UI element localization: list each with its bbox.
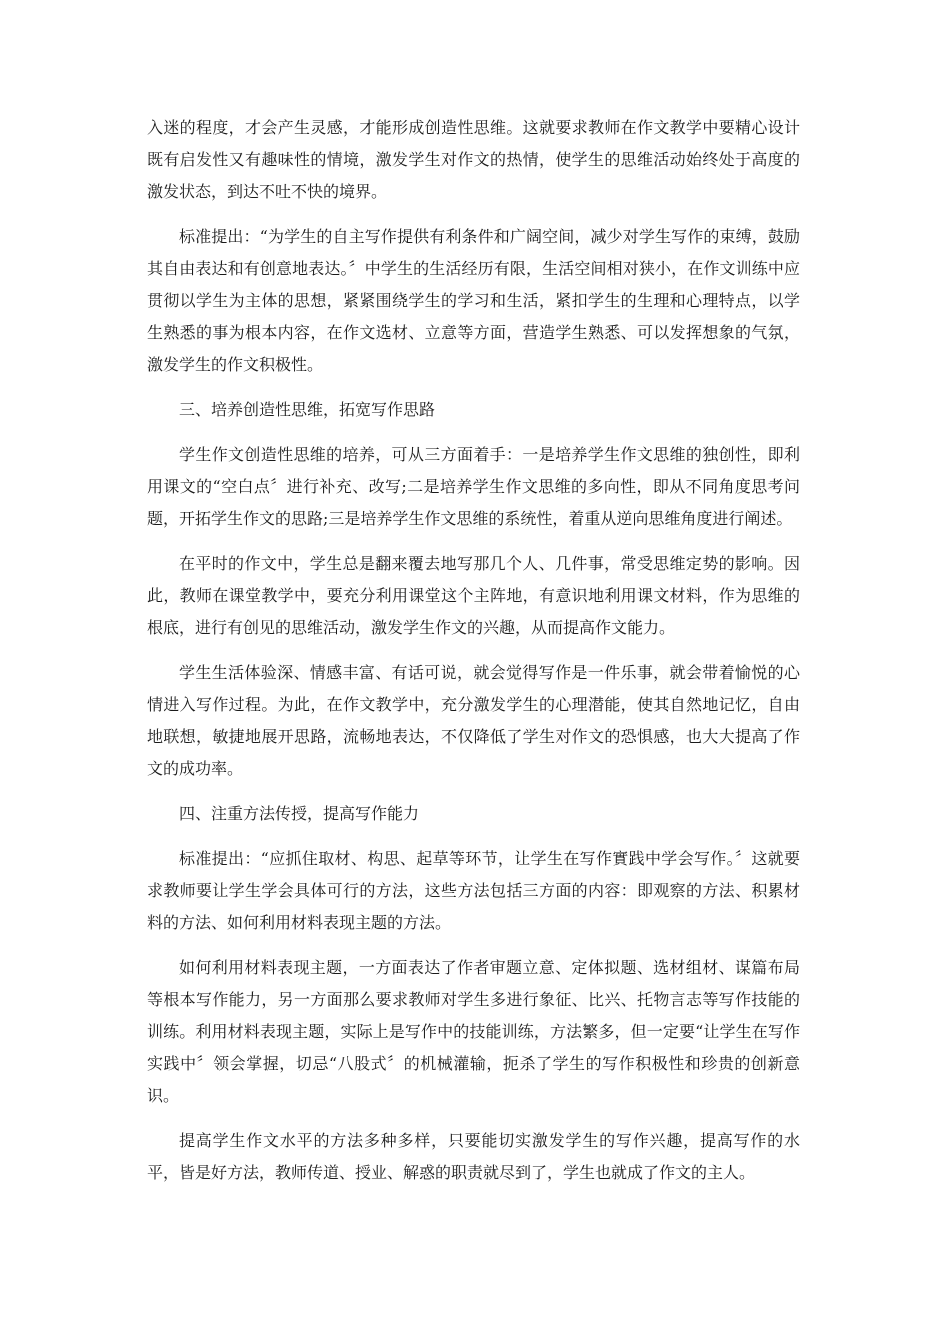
paragraph-theme-expression: 如何利用材料表现主题，一方面表达了作者审题立意、定体拟题、选材组材、谋篇布局等根本写作能力，另一方面那么要求教师对学生多进行象征、比兴、托物言志等写作技能的训练。利用材料表现主题，实际上是写作中的技能训练，方法繁多，但一定要“让学生在写作实践中〞领会掌握，切忌“八股式〞的机械灌输，扼杀了学生的写作积极性和珍贵的创新意识。 (147, 958, 800, 1105)
paragraph-standard-requirement: 标准提出：“为学生的自主写作提供有利条件和广阔空间，减少对学生写作的束缚，鼓励其自由表达和有创意地表达。〞中学生的生活经历有限，生活空间相对狭小，在作文训练中应贯彻以学生为主体的思想，紧紧围绕学生的学习和生活，紧扣学生的生理和心理特点，以学生熟悉的事为根本内容，在作文选材、立意等方面，营造学生熟悉、可以发挥想象的气氛，激发学生的作文积极性。 (147, 227, 800, 374)
paragraph-conclusion: 提高学生作文水平的方法多种多样，只要能切实激发学生的写作兴趣，提高写作的水平，皆是好方法，教师传道、授业、解惑的职责就尽到了，学生也就成了作文的主人。 (147, 1131, 800, 1182)
paragraph-continued: 入迷的程度，才会产生灵感，才能形成创造性思维。这就要求教师在作文教学中要精心设计既有启发性又有趣味性的情境，激发学生对作文的热情，使学生的思维活动始终处于高度的激发状态，到达不吐不快的境界。 (147, 118, 800, 201)
section-heading-3: 三、培养创造性思维，拓宽写作思路 (179, 400, 436, 419)
document-page (147, 112, 800, 1202)
paragraph-creative-thinking: 学生作文创造性思维的培养，可从三方面着手：一是培养学生作文思维的独创性，即利用课文的“空白点〞进行补充、改写;二是培养学生作文思维的多向性，即从不同角度思考问题，开拓学生作文的思路;三是培养学生作文思维的系统性，着重从逆向思维角度进行阐述。 (147, 445, 800, 528)
paragraph-life-experience: 学生生活体验深、情感丰富、有话可说，就会觉得写作是一件乐事，就会带着愉悦的心情进入写作过程。为此，在作文教学中，充分激发学生的心理潜能，使其自然地记忆，自由地联想，敏捷地展开思路，流畅地表达，不仅降低了学生对作文的恐惧感，也大大提高了作文的成功率。 (147, 663, 800, 778)
paragraph-classroom-teaching: 在平时的作文中，学生总是翻来覆去地写那几个人、几件事，常受思维定势的影响。因此，教师在课堂教学中，要充分利用课堂这个主阵地，有意识地利用课文材料，作为思维的根底，进行有创见的思维活动，激发学生作文的兴趣，从而提高作文能力。 (147, 554, 800, 637)
section-heading-4: 四、注重方法传授，提高写作能力 (179, 804, 420, 823)
paragraph-methods-standard: 标准提出：“应抓住取材、构思、起草等环节，让学生在写作實践中学会写作。〞这就要求教师要让学生学会具体可行的方法，这些方法包括三方面的内容：即观察的方法、积累材料的方法、如何利用材料表现主题的方法。 (147, 849, 800, 932)
